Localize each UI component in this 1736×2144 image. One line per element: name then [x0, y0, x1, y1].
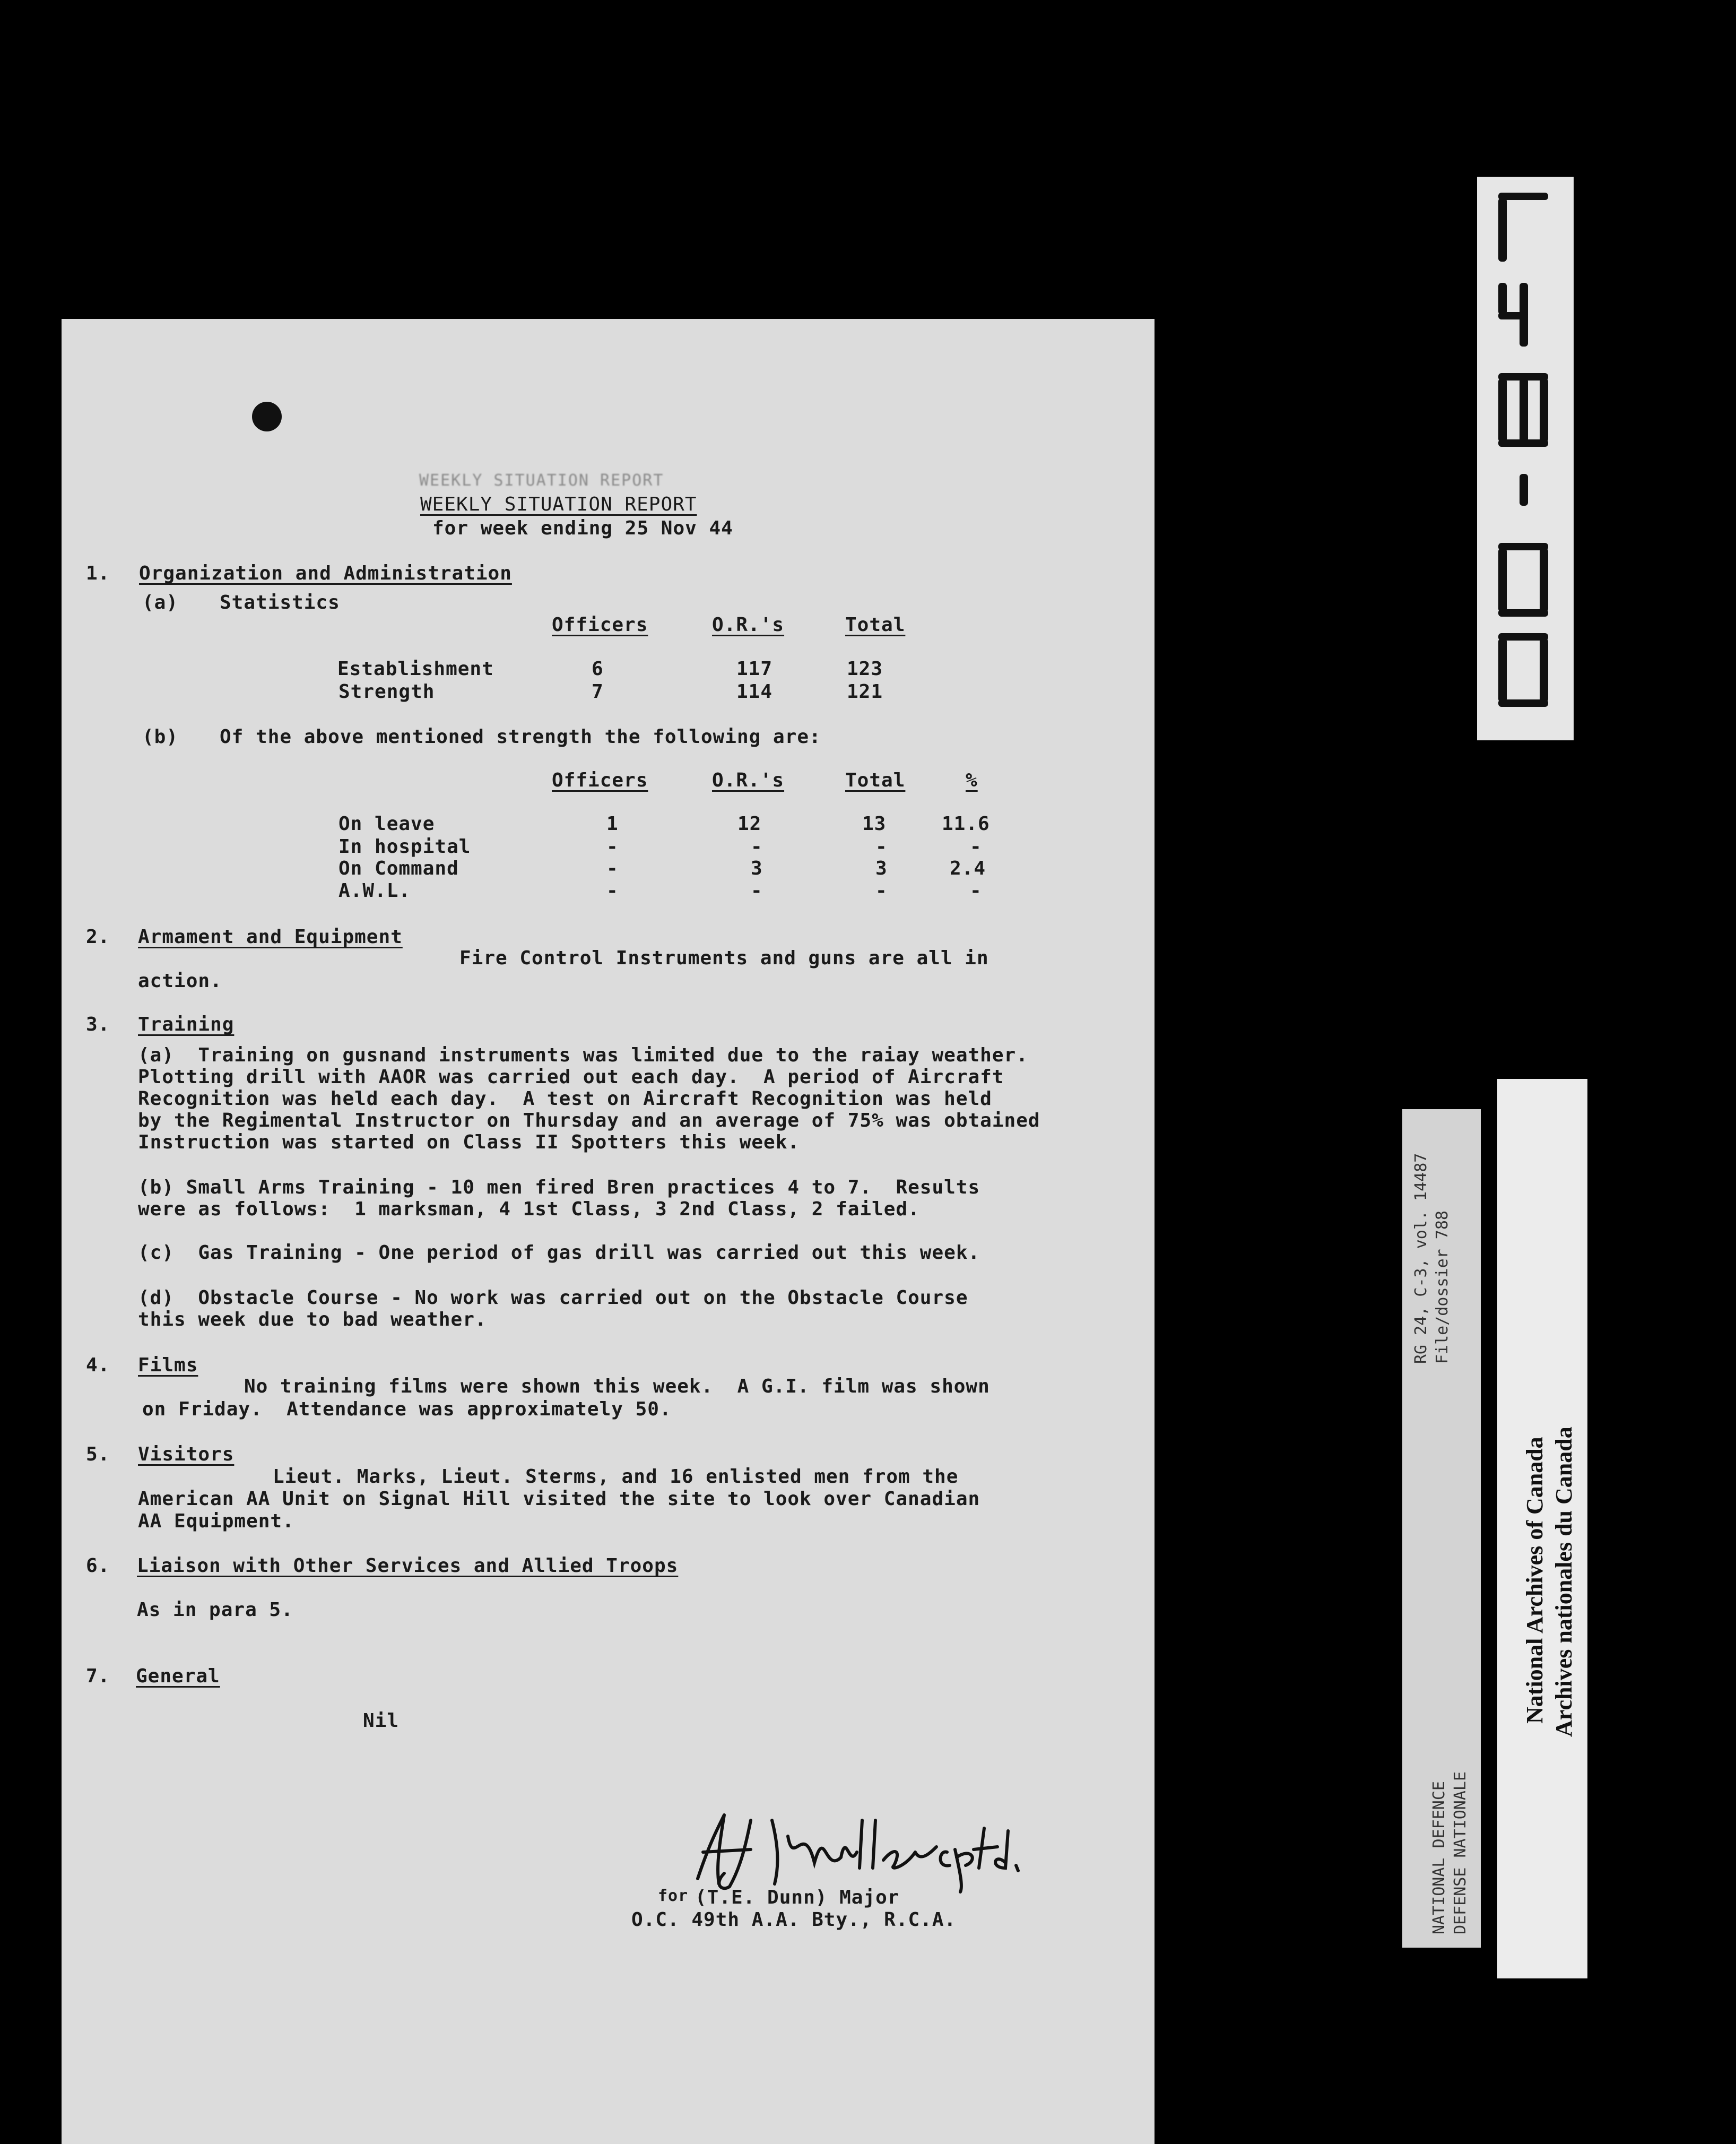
paragraph-line: this week due to bad weather.: [138, 1309, 487, 1330]
paragraph-line: Instruction was started on Class II Spotters this week.: [138, 1131, 800, 1153]
table-cell: -: [606, 836, 619, 858]
section-heading: General: [136, 1665, 220, 1687]
signatory-name: (T.E. Dunn) Major: [695, 1887, 900, 1908]
paragraph-line: No training films were shown this week. A G.I. film was shown: [244, 1376, 990, 1397]
section-heading: Films: [138, 1354, 198, 1376]
table-cell: -: [970, 836, 982, 858]
section-number: 4.: [86, 1354, 110, 1376]
paragraph-line: Lieut. Marks, Lieut. Sterms, and 16 enlisted men from the: [273, 1466, 959, 1488]
paragraph-line: on Friday. Attendance was approximately 50.: [142, 1398, 672, 1420]
section-heading: Organization and Administration: [139, 563, 512, 584]
table-cell: 117: [736, 658, 773, 680]
column-header: Officers: [552, 770, 648, 791]
paragraph-line: Recognition was held each day. A test on Aircraft Recognition was held: [138, 1088, 992, 1110]
section-number: 5.: [86, 1443, 110, 1465]
table-cell: 3: [875, 858, 888, 879]
column-header: Total: [845, 614, 906, 636]
table-cell: 13: [862, 813, 887, 835]
column-header: Officers: [552, 614, 648, 636]
punch-hole: [252, 402, 282, 431]
table-cell: 114: [736, 681, 773, 703]
table-cell: 7: [592, 681, 604, 703]
section-number: 6.: [86, 1555, 110, 1577]
archives-name-en: National Archives of Canada: [1522, 1437, 1548, 1724]
signatory-unit: O.C. 49th A.A. Bty., R.C.A.: [631, 1909, 957, 1931]
table-cell: 3: [751, 858, 763, 879]
table-cell: 2.4: [950, 858, 986, 879]
section-heading: Training: [138, 1014, 235, 1035]
section-number: 7.: [86, 1665, 110, 1687]
subsection-label: (b): [142, 726, 179, 748]
paragraph-line: by the Regimental Instructor on Thursday and an average of 75% was obtained: [138, 1110, 1040, 1131]
row-label: On Command: [338, 858, 459, 879]
table-cell: -: [606, 858, 619, 879]
table-cell: -: [875, 836, 888, 858]
archive-file: File/dossier 788: [1433, 1211, 1452, 1364]
row-label: Establishment: [337, 658, 494, 680]
table-cell: -: [751, 880, 763, 902]
row-label: In hospital: [338, 836, 471, 858]
section-heading: Liaison with Other Services and Allied Troops: [137, 1555, 679, 1577]
archive-reference-card: [1402, 1109, 1481, 1948]
table-cell: 121: [847, 681, 883, 703]
paragraph-line: Fire Control Instruments and guns are all in: [459, 947, 989, 969]
column-header: O.R.'s: [712, 614, 785, 636]
section-number: 1.: [86, 563, 110, 584]
report-title: WEEKLY SITUATION REPORT: [420, 494, 697, 515]
handwritten-signature: [666, 1799, 1048, 1900]
section-heading: Armament and Equipment: [138, 926, 403, 948]
table-cell: 12: [737, 813, 762, 835]
table-cell: 1: [606, 813, 619, 835]
paragraph-line: (c) Gas Training - One period of gas drill was carried out this week.: [138, 1242, 980, 1264]
column-header: Total: [845, 770, 906, 791]
column-header: %: [966, 770, 978, 791]
archives-label: [1497, 1079, 1587, 1978]
report-subtitle: for week ending 25 Nov 44: [432, 517, 733, 539]
subsection-label: (a): [142, 592, 179, 613]
table-cell: -: [970, 880, 982, 902]
signature-prefix: for: [658, 1887, 689, 1905]
paragraph-line: American AA Unit on Signal Hill visited the site to look over Canadian: [138, 1488, 980, 1510]
subsection-text: Of the above mentioned strength the following are:: [220, 726, 821, 748]
paragraph-line: (d) Obstacle Course - No work was carried out on the Obstacle Course: [138, 1287, 968, 1309]
archive-reference: RG 24, C-3, vol. 14487: [1412, 1153, 1430, 1364]
file-number-strip: [1477, 177, 1574, 740]
table-cell: -: [875, 880, 888, 902]
paragraph-line: Plotting drill with AAOR was carried out each day. A period of Aircraft: [138, 1066, 1004, 1088]
faint-struck-title: WEEKLY SITUATION REPORT: [419, 471, 664, 490]
paragraph-line: action.: [138, 970, 222, 992]
paragraph-line: were as follows: 1 marksman, 4 1st Class, 3 2nd Class, 2 failed.: [138, 1198, 920, 1220]
section-number: 3.: [86, 1014, 110, 1035]
paragraph-line: (b) Small Arms Training - 10 men fired Bren practices 4 to 7. Results: [138, 1177, 980, 1198]
row-label: On leave: [338, 813, 435, 835]
paragraph-line: (a) Training on gusnand instruments was limited due to the raiay weather.: [138, 1044, 1028, 1066]
department-fr: DEFENSE NATIONALE: [1451, 1771, 1470, 1934]
file-number-digits: [1477, 177, 1574, 740]
table-cell: 6: [592, 658, 604, 680]
paragraph-line: AA Equipment.: [138, 1510, 294, 1532]
section-number: 2.: [86, 926, 110, 948]
paragraph-line: Nil: [363, 1710, 400, 1732]
subsection-text: Statistics: [220, 592, 340, 613]
archives-name-fr: Archives nationales du Canada: [1551, 1427, 1577, 1737]
table-cell: 11.6: [942, 813, 990, 835]
table-cell: -: [751, 836, 763, 858]
table-cell: 123: [847, 658, 883, 680]
column-header: O.R.'s: [712, 770, 785, 791]
department-en: NATIONAL DEFENCE: [1430, 1781, 1448, 1934]
row-label: A.W.L.: [338, 880, 411, 902]
row-label: Strength: [338, 681, 435, 703]
table-cell: -: [606, 880, 619, 902]
section-heading: Visitors: [138, 1443, 235, 1465]
paragraph-line: As in para 5.: [137, 1599, 293, 1621]
